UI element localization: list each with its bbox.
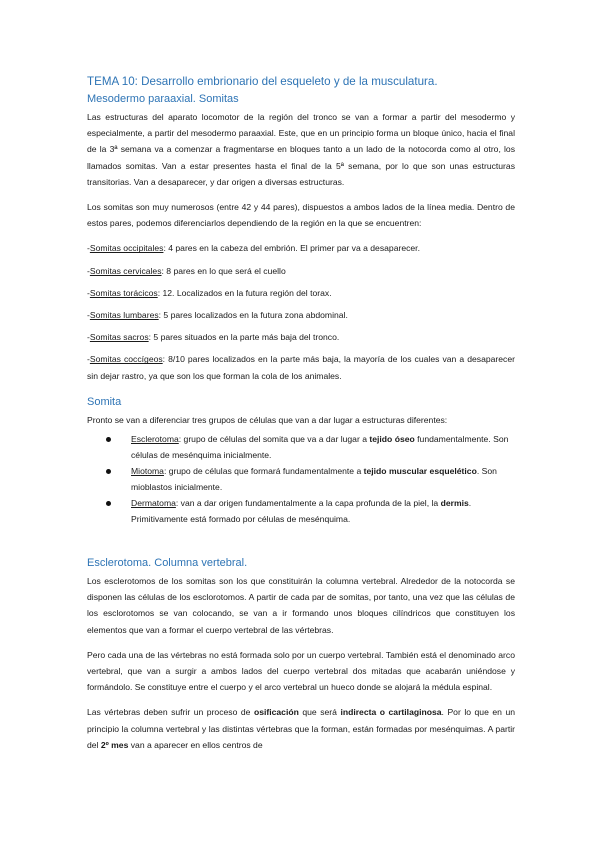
paragraph-somita-intro: Pronto se van a diferenciar tres grupos de células que van a dar lugar a estructuras diferentes: — [87, 414, 448, 425]
cell-group-term: Dermatoma — [131, 498, 176, 509]
segundo-mes-bold: 2º mes — [100, 739, 129, 750]
somita-list-item — [87, 351, 515, 383]
somita-sep: : — [148, 332, 152, 343]
somita-term: Somitas coccígeos — [89, 354, 163, 365]
somita-desc: 12. Localizados en la futura región del torax. — [160, 287, 332, 298]
cell-group-pre: : grupo de células del somita que va a dar lugar a — [178, 434, 370, 445]
somita-term: Somitas sacros — [89, 332, 149, 343]
section-heading-esclerotoma: Esclerotoma. Columna vertebral. — [87, 557, 248, 570]
somita-desc: 4 pares en la cabeza del embrión. El primer par va a desaparecer. — [165, 243, 420, 254]
bullet-icon — [106, 437, 111, 442]
cell-group-pre: : grupo de células que formará fundamentalmente a — [163, 466, 364, 477]
somita-list-item — [87, 307, 515, 323]
list-dash: - — [87, 243, 90, 254]
somita-sep: : — [158, 310, 162, 321]
cell-groups-list — [87, 432, 515, 527]
cell-group-post: fundamentalmente. Son células de mesénquima inicialmente. — [131, 434, 509, 460]
list-dash: - — [87, 310, 90, 321]
paragraph-arco-vertebral: Pero cada una de las vértebras no está formada solo por un cuerpo vertebral. También está el denominado arco vertebral, que van a surgir a ambos lados del cuerpo vertebral dos mitadas que acabarán uniéndose y formándolo. Se constituye entre el cuerpo y el arco vertebral un hueco donde se alojará la médula espinal. — [87, 649, 515, 693]
cell-group-term: Miotoma — [131, 466, 164, 477]
cell-group-bold: tejido óseo — [369, 434, 415, 445]
somita-desc: 5 pares localizados en la futura zona abdominal. — [161, 310, 348, 321]
list-dash: - — [87, 287, 90, 298]
section-heading-somita: Somita — [87, 395, 122, 408]
section-heading-somitas: Mesodermo paraaxial. Somitas — [87, 93, 239, 105]
osificacion-text-c: que será — [298, 707, 341, 718]
somita-sep: : — [157, 287, 161, 298]
document-title: TEMA 10: Desarrollo embrionario del esqueleto y de la musculatura. — [87, 75, 438, 88]
list-dash: - — [87, 332, 90, 343]
osificacion-bold: osificación — [253, 707, 299, 718]
cell-group-item — [131, 432, 515, 463]
cell-group-post: . Primitivamente está formado por células de mesénquima. — [131, 498, 472, 524]
somita-list-item — [87, 263, 515, 279]
cell-group-term: Esclerotoma — [131, 434, 179, 445]
cell-group-item — [131, 496, 515, 527]
somita-list-item — [87, 240, 515, 256]
somita-desc: 5 pares situados en la parte más baja del tronco. — [151, 332, 340, 343]
osificacion-text-a: Las vértebras deben sufrir un proceso de — [87, 707, 254, 718]
cell-group-item — [131, 464, 515, 495]
somita-term: Somitas cervicales — [89, 265, 162, 276]
somita-desc: 8 pares en lo que será el cuello — [163, 265, 286, 276]
somita-term: Somitas torácicos — [89, 287, 158, 298]
somita-list — [87, 240, 515, 383]
somita-sep: : — [163, 243, 166, 254]
paragraph-osificacion — [87, 704, 515, 753]
cell-group-pre: : van a dar origen fundamentalmente a la capa profunda de la piel, la — [175, 498, 441, 509]
cell-group-bold: tejido muscular esquelético — [363, 466, 477, 477]
somita-desc: 8/10 pares localizados en la parte más baja, la mayoría de los cuales van a desaparecer sin dejar rastro, ya que son los que forman la cola de los animales. — [87, 354, 515, 381]
paragraph-esclerotomos: Los esclerotomos de los somitas son los que constituirán la columna vertebral. Alrededor de la notocorda se disponen las células de los esclorotomos. A partir de cada par de somitas, por tanto, una vez que las células de los esclorotomos se van colocando, se van a ir formando unos bloques cilíndricos que constituyen los elementos que van a formar el cuerpo vertebral de las vértebras. — [87, 576, 515, 635]
bullet-icon — [106, 469, 111, 474]
list-dash: - — [87, 265, 90, 276]
indirecta-bold: indirecta o cartilaginosa — [340, 707, 442, 718]
somita-list-item — [87, 329, 515, 345]
bullet-icon — [106, 501, 111, 506]
somita-list-item — [87, 285, 515, 301]
paragraph-locomotor: Las estructuras del aparato locomotor de la región del tronco se van a formar a partir del mesodermo y especialmente, a partir del mesodermo paraaxial. Este, que en un principio forma un bloque único, hacia el final de la 3ª semana va a comenzar a fragmentarse en bloques tanto a un lado de la notocorda como al otro, los llamados somitas. Van a estar presentes hasta el final de la 5ª semana, por lo que son unas estructuras transitorias. Van a desaparecer, y dar origen a diversas estructuras. — [87, 112, 515, 187]
osificacion-text-d: . Por lo que en un principio la columna vertebral y las distintas vértebras que la forman, están formadas por mesénquimas. A partir del — [87, 707, 516, 750]
somita-term: Somitas occipitales — [89, 243, 164, 254]
document-page — [87, 74, 515, 753]
paragraph-somitas-count: Los somitas son muy numerosos (entre 42 y 44 pares), dispuestos a ambos lados de la línea media. Dentro de estos pares, podemos diferenciarlos dependiendo de la región en la que se encuentren: — [87, 202, 515, 229]
cell-group-bold: dermis — [440, 498, 469, 509]
osificacion-text-e: van a aparecer en ellos centros de — [128, 739, 263, 750]
somita-sep: : — [162, 354, 166, 365]
somita-sep: : — [161, 265, 164, 276]
somita-term: Somitas lumbares — [89, 310, 159, 321]
cell-group-post: . Son mioblastos inicialmente. — [131, 466, 497, 492]
list-dash: - — [87, 354, 90, 365]
